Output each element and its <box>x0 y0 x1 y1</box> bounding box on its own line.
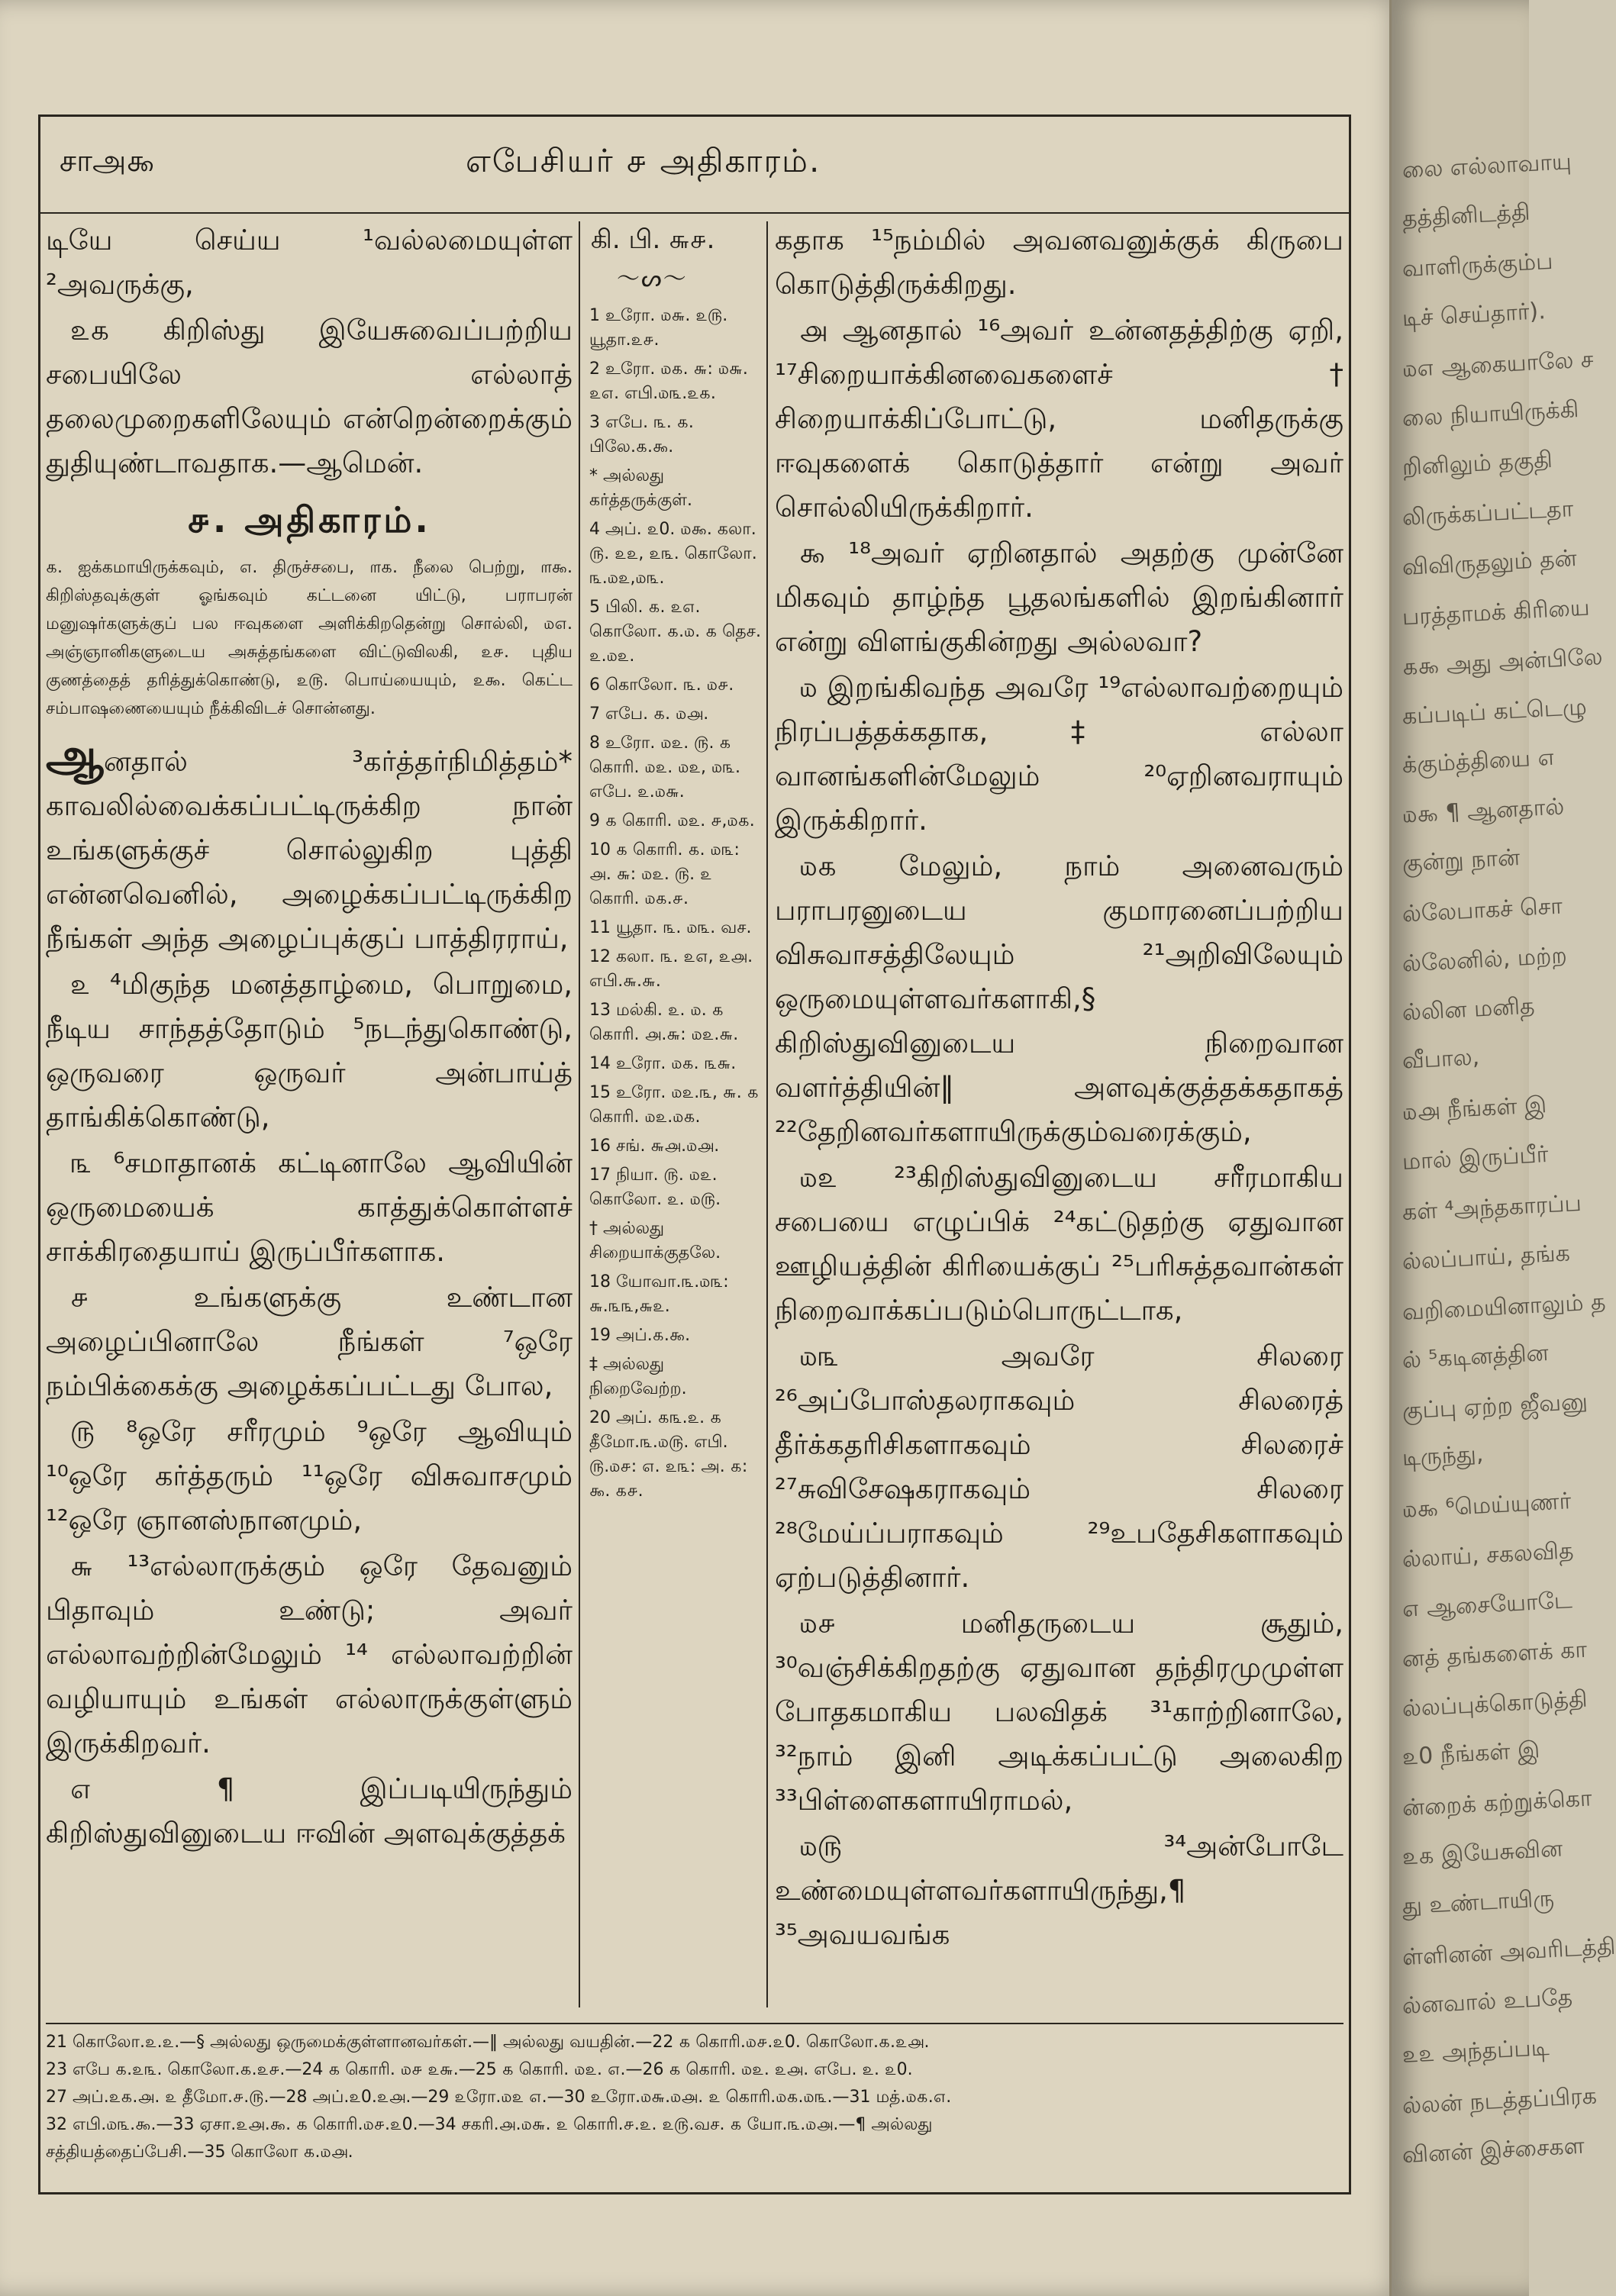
cross-reference: 3 எபே. ௩. ௧. பிலே.௧.௯. <box>589 413 694 456</box>
next-page-text-fragment: னத் தங்களைக் கா <box>1402 1636 1588 1673</box>
cross-reference: 11 யூதா. ௩. ௰௩. வச. <box>589 918 752 937</box>
verse-12: ௰௨ ²³கிறிஸ்துவினுடைய சரீரமாகிய சபையை எழுப்பிக் ²⁴கட்டுதற்கு ஏதுவான ஊழியத்தின் கிரியைக்குப் ²⁵பரிசுத்தவான்கள் நிறைவாக்கப்படும்பொருட்டாக, <box>775 1161 1343 1327</box>
cross-reference: * அல்லது கர்த்தருக்குள். <box>589 466 692 510</box>
verse-11: ௰௧ மேலும், நாம் அனைவரும் பராபரனுடைய குமாரனைப்பற்றிய விசுவாசத்திலேயும் ²¹அறிவிலேயும் ஒருமையுள்ளவர்களாகி,§ கிறிஸ்துவினுடைய நிறைவான வளர்த்தியின்‖ அளவுக்குத்தக்கதாகத் ²²தேறினவர்களாயிருக்கும்வரைக்கும், <box>775 850 1343 1148</box>
cross-reference: 9 ௧ கொரி. ௰௨. ௪,௰௧. <box>589 811 755 830</box>
next-page-text-fragment: ௨௧ இயேசுவின <box>1402 1835 1563 1871</box>
verse-2: ௨ ⁴மிகுந்த மனத்தாழ்மை, பொறுமை, நீடிய சாந்தத்தோடும் ⁵நடந்துகொண்டு, ஒருவரை ஒருவர் அன்பாய்த் தாங்கிக்கொண்டு, <box>46 968 573 1133</box>
drop-initial: ஆ <box>46 729 104 782</box>
year-heading: கி. பி. ௬௪. <box>591 224 715 255</box>
next-page-text-fragment: லை நியாயிருக்கி <box>1402 395 1580 433</box>
next-page-text-fragment: லை எல்லாவாயு <box>1402 148 1572 184</box>
cross-reference: 12 கலா. ௩. ௨௭, ௨௮. எபி.௬.௬. <box>589 947 753 991</box>
next-page-text-fragment: வினன் இச்சைகள <box>1402 2132 1585 2169</box>
cross-reference: 20 அப். ௧௩.௨. ௧ தீமோ.௩.௰௫. எபி. ௫.௰௪: ௭. ௨௩: அ. ௧: ௯. ௧௪. <box>589 1408 748 1501</box>
next-page-text-fragment: ல்னவால் உபதே <box>1402 1984 1573 2020</box>
cross-reference: 6 கொலோ. ௩. ௰௪. <box>589 676 734 695</box>
ornament-flourish: 〜ᔕ〜 <box>617 266 688 292</box>
verse-21: ௨௧ கிறிஸ்து இயேசுவைப்பற்றிய சபையிலே எல்லாத் தலைமுறைகளிலேயும் என்றென்றைக்கும் துதியுண்டாவதாக.—ஆமென். <box>46 314 573 479</box>
verse-5: ௫ ⁸ஒரே சரீரமும் ⁹ஒரே ஆவியும் ¹⁰ஒரே கர்த்தரும் ¹¹ஒரே விசுவாசமும் ¹²ஒரே ஞானஸ்நானமும், <box>46 1415 573 1537</box>
next-page-text-fragment: ல்லின மனித <box>1402 992 1536 1027</box>
verse-14: ௰௪ மனிதருடைய சூதும், ³⁰வஞ்சிக்கிறதற்கு ஏதுவான தந்திரமுமுள்ள போதகமாகிய பலவிதக் ³¹காற்றினாலே, ³²நாம் இனி அடிக்கப்பட்டு அலைகிற ³³பிள்ளைகளாயிராமல், <box>775 1607 1343 1817</box>
verse-4: ௪ உங்களுக்கு உண்டான அழைப்பினாலே நீங்கள் ⁷ஒரே நம்பிக்கைக்கு அழைக்கப்பட்டது போல, <box>46 1281 573 1402</box>
next-page-text-fragment: ௧௯ அது அன்பிலே <box>1402 643 1604 681</box>
verse-7: ௭ ¶ இப்படியிருந்தும் கிறிஸ்துவினுடைய ஈவின் அளவுக்குத்தக் <box>46 1772 573 1849</box>
next-page-text-fragment: தத்தினிடத்தி <box>1402 198 1531 233</box>
next-page-text-fragment: பரத்தாமக் கிரியை <box>1402 594 1591 631</box>
next-page-text-fragment: ல்லேனில், மற்ற <box>1402 942 1568 978</box>
next-page-text-fragment: லிருக்கப்பட்டதா <box>1402 495 1575 531</box>
next-page-text-fragment: ௰௮ நீங்கள் இ <box>1402 1092 1547 1126</box>
next-page-text-fragment: ல்லப்பாய், தங்க <box>1402 1240 1571 1275</box>
next-page-text-fragment: ௰௯ ⁶மெய்யுணர் <box>1402 1488 1572 1524</box>
verse-1 <box>46 729 573 961</box>
cross-reference: 15 உரோ. ௰௨.௩, ௬. ௧ கொரி. ௰௨.௰௧. <box>589 1083 759 1127</box>
next-page-text-fragment: வறிமையினாலும் த <box>1402 1288 1607 1326</box>
page-title: எபேசியர் ௪ அதிகாரம். <box>466 142 821 179</box>
cross-reference: 4 அப். ௨0. ௰௯. கலா. ௫. ௨௨, ௨௩. கொலோ. ௩.௰௨,௰௩. <box>589 520 757 588</box>
footnotes <box>46 2023 1343 2166</box>
verse-15: ௰௫ ³⁴அன்போடே உண்மையுள்ளவர்களாயிருந்து,¶ ³⁵அவயவங்க <box>775 1830 1343 1951</box>
verse-8: ௮ ஆனதால் ¹⁶அவர் உன்னதத்திற்கு ஏறி, ¹⁷சிறையாக்கினவைகளைச்† சிறையாக்கிப்போட்டு, மனிதருக்கு ஈவுகளைக் கொடுத்தார் என்று அவர் சொல்லியிருக்கிறார். <box>775 314 1343 524</box>
verse-10: ௰ இறங்கிவந்த அவரே ¹⁹எல்லாவற்றையும் நிரப்பத்தக்கதாக,‡ எல்லா வானங்களின்மேலும் ²⁰ஏறினவராயும் இருக்கிறார். <box>775 671 1343 837</box>
cross-reference: 13 மல்கி. ௨. ௰. ௧ கொரி. ௮.௬: ௰௨.௬. <box>589 1001 739 1044</box>
next-page-text-fragment: க்கும்த்தியை ௭ <box>1402 743 1556 779</box>
next-page-text-fragment: ௨௨ அந்தப்படி <box>1402 2033 1550 2069</box>
next-page-text-fragment: றினிலும் தகுதி <box>1402 446 1553 482</box>
next-page-text-fragment: ன்றைக் கற்றுக்கொ <box>1402 1785 1593 1822</box>
cross-reference: 16 சங். ௬௮.௰௮. <box>589 1137 720 1156</box>
next-page-text-fragment: வீபால, <box>1402 1043 1480 1075</box>
cross-reference: 2 உரோ. ௰௧. ௬: ௰௬. ௨௭. எபி.௰௩.௨௧. <box>589 360 748 403</box>
next-page-text-fragment: ல்லன் நடத்தப்பிரக <box>1402 2082 1598 2120</box>
next-page-text-fragment: ல்லப்புக்கொடுத்தி <box>1402 1685 1589 1723</box>
cross-reference: ‡ அல்லது நிறைவேற்ற. <box>589 1355 687 1398</box>
footnote-line: 23 எபே ௧.௨௩. கொலோ.௧.௨௪.—24 ௧ கொரி. ௰௪ ௨௬.—25 ௧ கொரி. ௰௨. ௭.—26 ௧ கொரி. ௰௨. ௨௮. எபே. ௨. ௨0. <box>46 2060 913 2079</box>
next-page-text-fragment: குன்று நான் <box>1402 843 1521 878</box>
right-text-column <box>775 218 1343 1959</box>
footnote-line: 27 அப்.௨௧.௮. ௨ தீமோ.௪.௫.—28 அப்.௨0.௨௮.—29 ௨ரோ.௰௨ ௭.—30 உரோ.௰௬.௰௮. ௨ கொரி.௰௧.௰௩.—31 மத்.௰௧.௭. <box>46 2088 952 2107</box>
cross-reference: 14 உரோ. ௰௧. ௩௬. <box>589 1054 737 1073</box>
next-page-text-fragment: ல்லாய், சகலவித <box>1402 1537 1575 1573</box>
next-page-text-fragment: ௭ ஆசையோடே <box>1402 1587 1573 1623</box>
next-page-text-fragment: விவிருதலும் தன் <box>1402 545 1578 581</box>
cross-reference: 1 உரோ. ௰௬. ௨௫. யூதா.௨௪. <box>589 306 728 350</box>
next-page-text-fragment: குப்பு ஏற்ற ஜீவனு <box>1402 1388 1589 1425</box>
next-page-text-fragment: ள்ளினன் அவரிடத்தி <box>1402 1933 1616 1972</box>
verse-9: ௯ ¹⁸அவர் ஏறினதால் அதற்கு முன்னே மிகவும் தாழ்ந்த பூதலங்களில் இறங்கினார் என்று விளங்குகின்றது அல்லவா? <box>775 537 1343 658</box>
cross-reference: 19 அப்.௧.௯. <box>589 1326 691 1345</box>
cross-reference: † அல்லது சிறையாக்குதலே. <box>589 1219 721 1262</box>
next-page-text-fragment: மால் இருப்பீர் <box>1402 1141 1550 1175</box>
next-page-text-fragment: கப்படிப் கட்டெழு <box>1402 693 1588 730</box>
verse-3: ௩ ⁶சமாதானக் கட்டினாலே ஆவியின் ஒருமையைக் காத்துக்கொள்ளச் சாக்கிரதையாய் இருப்பீர்களாக. <box>46 1146 573 1268</box>
next-page-text-fragment: டிச் செய்தார்). <box>1402 298 1547 332</box>
verse-text: டியே செய்ய ¹வல்லமையுள்ள ²அவருக்கு, <box>46 224 573 301</box>
next-page-text-fragment: வாளிருக்கும்ப <box>1402 247 1554 283</box>
next-page-text-fragment: ௰௭ ஆகையாலே ச <box>1402 346 1595 383</box>
next-page-text-fragment: ல் ⁵கடினத்தின <box>1402 1340 1550 1374</box>
reference-list <box>586 304 766 1504</box>
footnote-line: சத்தியத்தைப்பேசி.—35 கொலோ ௧.௰௮. <box>46 2143 353 2162</box>
next-page-text-fragment: ல்லேபாகச் சொ <box>1402 892 1563 928</box>
next-page-text-fragment: ௰௯ ¶ ஆனதால் <box>1402 793 1566 829</box>
next-page-text-fragment: து உண்டாயிரு <box>1402 1885 1555 1920</box>
next-page-edge <box>1389 0 1616 2296</box>
cross-reference: 7 எபே. ௧. ௰௮. <box>589 705 709 724</box>
chapter-summary: ௧. ஐக்கமாயிருக்கவும், ௭. திருச்சபை, ௱௧. நீலை பெற்று, ௱௯. கிறிஸ்தவுக்குள் ஓங்கவும் கட்டனை யிட்டு, பராபரன் மனுஷர்களுக்குப் பல ஈவுகளை அளிக்கிறதென்று சொல்லி, ௰௭. அஞ்ஞானிகளுடைய அசுத்தங்களை விட்டுவிலகி, ௨௪. புதிய குணத்தைத் தரித்துக்கொண்டு, ௨௫. பொய்யையும், ௨௯. கெட்ட சம்பாஷணையையும் நீக்கிவிடச் சொன்னது. <box>46 558 573 718</box>
cross-reference: 5 பிலி. ௧. ௨௭. கொலோ. ௧.௰. ௧ தெச. ௨.௰௨. <box>589 598 761 666</box>
cross-reference: 18 யோவா.௩.௰௩: ௬.௩௩,௬௨. <box>589 1272 729 1316</box>
footnote-line: 32 எபி.௰௩.௯.—33 ஏசா.௨௮.௯. ௧ கொரி.௰௪.௨0.—34 சகரி.௮.௰௬. ௨ கொரி.௪.௨. ௨௫.வச. ௧ யோ.௩.௰௮.—¶ அல்லது <box>46 2115 933 2134</box>
cross-reference: 17 நியா. ௫. ௰௨. கொலோ. ௨. ௰௫. <box>589 1166 721 1209</box>
page-number: சாஅ௯ <box>60 144 155 179</box>
next-page-text-fragment: டிருந்து, <box>1402 1440 1485 1472</box>
verse-13: ௰௩ அவரே சிலரை ²⁶அப்போஸ்தலராகவும் சிலரைத் தீர்க்கதரிசிகளாகவும் சிலரைச் ²⁷சுவிசேஷகராகவும் சிலரை ²⁸மேய்ப்பராகவும் ²⁹உபதேசிகளாகவும் ஏற்படுத்தினார். <box>775 1340 1343 1594</box>
cross-reference: 10 ௧ கொரி. ௧. ௰௩: ௮. ௬: ௰௨. ௫. ௨ கொரி. ௰௧.௪. <box>589 840 740 908</box>
page-header <box>38 114 1351 214</box>
verse-7-cont: கதாக ¹⁵நம்மில் அவனவனுக்குக் கிருபை கொடுத்திருக்கிறது. <box>775 224 1343 301</box>
left-text-column <box>46 218 573 1857</box>
cross-reference: 8 உரோ. ௰௨. ௫. ௧ கொரி. ௰௨. ௰௨, ௰௩. எபே. ௨.௰௬. <box>589 734 740 801</box>
next-page-text-fragment: ௨0 நீங்கள் இ <box>1402 1737 1541 1771</box>
verse-1-text: னதால் ³கர்த்தர்நிமித்தம்* காவலில்வைக்கப்பட்டிருக்கிற நான் உங்களுக்குச் சொல்லுகிற புத்தி என்னவெனில், அழைக்கப்பட்டிருக்கிற நீங்கள் அந்த அழைப்புக்குப் பாத்திரராய், <box>46 745 573 955</box>
reference-column <box>579 221 768 2007</box>
footnote-line: 21 கொலோ.௨.௨.—§ அல்லது ஒருமைக்குள்ளானவர்கள்.—‖ அல்லது வயதின்.—22 ௧ கொரி.௰௪.௨0. கொலோ.௧.௨௮. <box>46 2033 930 2052</box>
next-page-text-fragment: கள் ⁴அந்தகாரப்ப <box>1402 1189 1582 1227</box>
chapter-heading: ௪. அதிகாரம். <box>187 499 431 540</box>
verse-6: ௬ ¹³எல்லாருக்கும் ஒரே தேவனும் பிதாவும் உண்டு; அவர் எல்லாவற்றின்மேலும் ¹⁴ எல்லாவற்றின் வழியாயும் உங்கள் எல்லாருக்குள்ளும் இருக்கிறவர். <box>46 1549 573 1759</box>
